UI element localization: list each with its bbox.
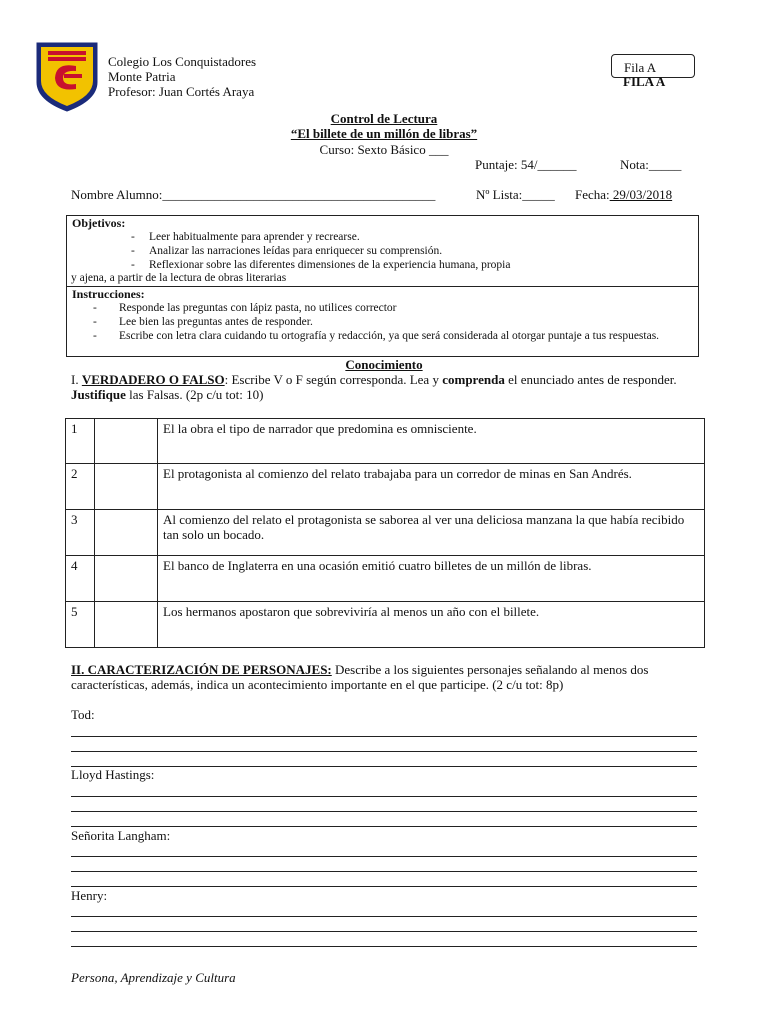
- true-false-label: VERDADERO O FALSO: [81, 372, 225, 387]
- table-row: [66, 602, 705, 648]
- answer-cell[interactable]: [95, 510, 158, 556]
- question-text: El la obra el tipo de narrador que predomina es omnisciente.: [158, 419, 705, 464]
- list-number-field: Nº Lista:_____: [476, 187, 555, 202]
- date-value: 29/03/2018: [609, 187, 673, 202]
- question-number: 1: [66, 419, 95, 464]
- question-number: 2: [66, 464, 95, 510]
- answer-line[interactable]: [71, 751, 697, 752]
- character-label: Henry:: [71, 888, 108, 903]
- section1-prefix: I.: [71, 372, 82, 387]
- answer-cell[interactable]: [95, 556, 158, 602]
- table-row: [66, 419, 705, 464]
- question-text: El banco de Inglaterra en una ocasión emitió cuatro billetes de un millón de libras.: [158, 556, 705, 602]
- section1-instructions: [71, 372, 701, 402]
- date-label: Fecha:: [575, 187, 610, 202]
- objective-item: - Reflexionar sobre las diferentes dimensiones de la experiencia humana, propia: [67, 258, 698, 272]
- objectives-box: [66, 215, 699, 287]
- instruction-item: - Responde las preguntas con lápiz pasta, no utilices corrector: [67, 301, 698, 315]
- instruction-item: - Lee bien las preguntas antes de responder.: [67, 315, 698, 329]
- section1-bold2: Justifique: [71, 387, 126, 402]
- question-number: 3: [66, 510, 95, 556]
- question-number: 5: [66, 602, 95, 648]
- answer-line[interactable]: [71, 766, 697, 767]
- objectives-heading: Objetivos:: [72, 216, 126, 230]
- section1-bold1: comprenda: [442, 372, 505, 387]
- character-label: Tod:: [71, 707, 95, 722]
- answer-line[interactable]: [71, 946, 697, 947]
- question-text: Los hermanos apostaron que sobreviviría al menos un año con el billete.: [158, 602, 705, 648]
- answer-cell[interactable]: [95, 602, 158, 648]
- question-text: Al comienzo del relato el protagonista se saborea al ver una deliciosa manzana la que había recibido tan solo un bocado.: [158, 510, 705, 556]
- instructions-heading: Instrucciones:: [72, 287, 145, 301]
- answer-line[interactable]: [71, 826, 697, 827]
- objective-item: - Leer habitualmente para aprender y recrearse.: [67, 230, 698, 244]
- teacher-name: Profesor: Juan Cortés Araya: [108, 84, 255, 99]
- answer-cell[interactable]: [95, 464, 158, 510]
- instructions-box: [66, 286, 699, 357]
- document-title: Control de Lectura: [330, 111, 438, 126]
- section1-text1: : Escribe V o F según corresponda. Lea y: [224, 372, 443, 387]
- answer-line[interactable]: [71, 856, 697, 857]
- section2-instructions: [71, 662, 701, 692]
- school-crest-logo: [36, 42, 98, 112]
- true-false-table: [65, 418, 705, 648]
- objective-item: - Analizar las narraciones leídas para enriquecer su comprensión.: [67, 244, 698, 258]
- table-row: [66, 464, 705, 510]
- character-label: Lloyd Hastings:: [71, 767, 155, 782]
- fila-label: FILA A: [623, 74, 666, 89]
- section-heading-conocimiento: Conocimiento: [345, 357, 423, 372]
- answer-line[interactable]: [71, 931, 697, 932]
- question-number: 4: [66, 556, 95, 602]
- table-row: [66, 510, 705, 556]
- answer-line[interactable]: [71, 796, 697, 797]
- objectives-list: [67, 230, 698, 272]
- table-row: [66, 556, 705, 602]
- course-line: Curso: Sexto Básico ___: [319, 142, 449, 157]
- answer-cell[interactable]: [95, 419, 158, 464]
- answer-line[interactable]: [71, 736, 697, 737]
- character-label: Señorita Langham:: [71, 828, 171, 843]
- section2-text: Describe a los siguientes personajes señalando al menos dos características, además, indica un acontecimiento importante en el que participe. (2 c/u tot: 8p): [71, 662, 649, 692]
- answer-line[interactable]: [71, 886, 697, 887]
- student-name-field: Nombre Alumno:__________________________________________: [71, 187, 436, 202]
- fila-box-label: Fila A: [624, 60, 657, 75]
- question-text: El protagonista al comienzo del relato trabajaba para un corredor de minas en San Andrés.: [158, 464, 705, 510]
- answer-line[interactable]: [71, 871, 697, 872]
- instructions-list: [67, 301, 698, 343]
- puntaje-field: Puntaje: 54/______: [475, 157, 577, 172]
- nota-field: Nota:_____: [620, 157, 682, 172]
- date-field: [575, 187, 672, 203]
- section1-text3: las Falsas. (2p c/u tot: 10): [125, 387, 264, 402]
- footer-motto: Persona, Aprendizaje y Cultura: [71, 970, 236, 985]
- school-name: Colegio Los Conquistadores: [108, 54, 257, 69]
- reading-title: “El billete de un millón de libras”: [290, 126, 478, 141]
- answer-line[interactable]: [71, 916, 697, 917]
- characterization-label: II. CARACTERIZACIÓN DE PERSONAJES:: [71, 662, 332, 677]
- answer-line[interactable]: [71, 811, 697, 812]
- objectives-tail: y ajena, a partir de la lectura de obras literarias: [71, 272, 287, 284]
- instruction-item: - Escribe con letra clara cuidando tu ortografía y redacción, ya que será considerada al otorgar puntaje a tus respuestas.: [67, 329, 698, 343]
- school-city: Monte Patria: [108, 69, 176, 84]
- school-info: [108, 54, 256, 99]
- section1-text2: el enunciado antes de responder.: [504, 372, 677, 387]
